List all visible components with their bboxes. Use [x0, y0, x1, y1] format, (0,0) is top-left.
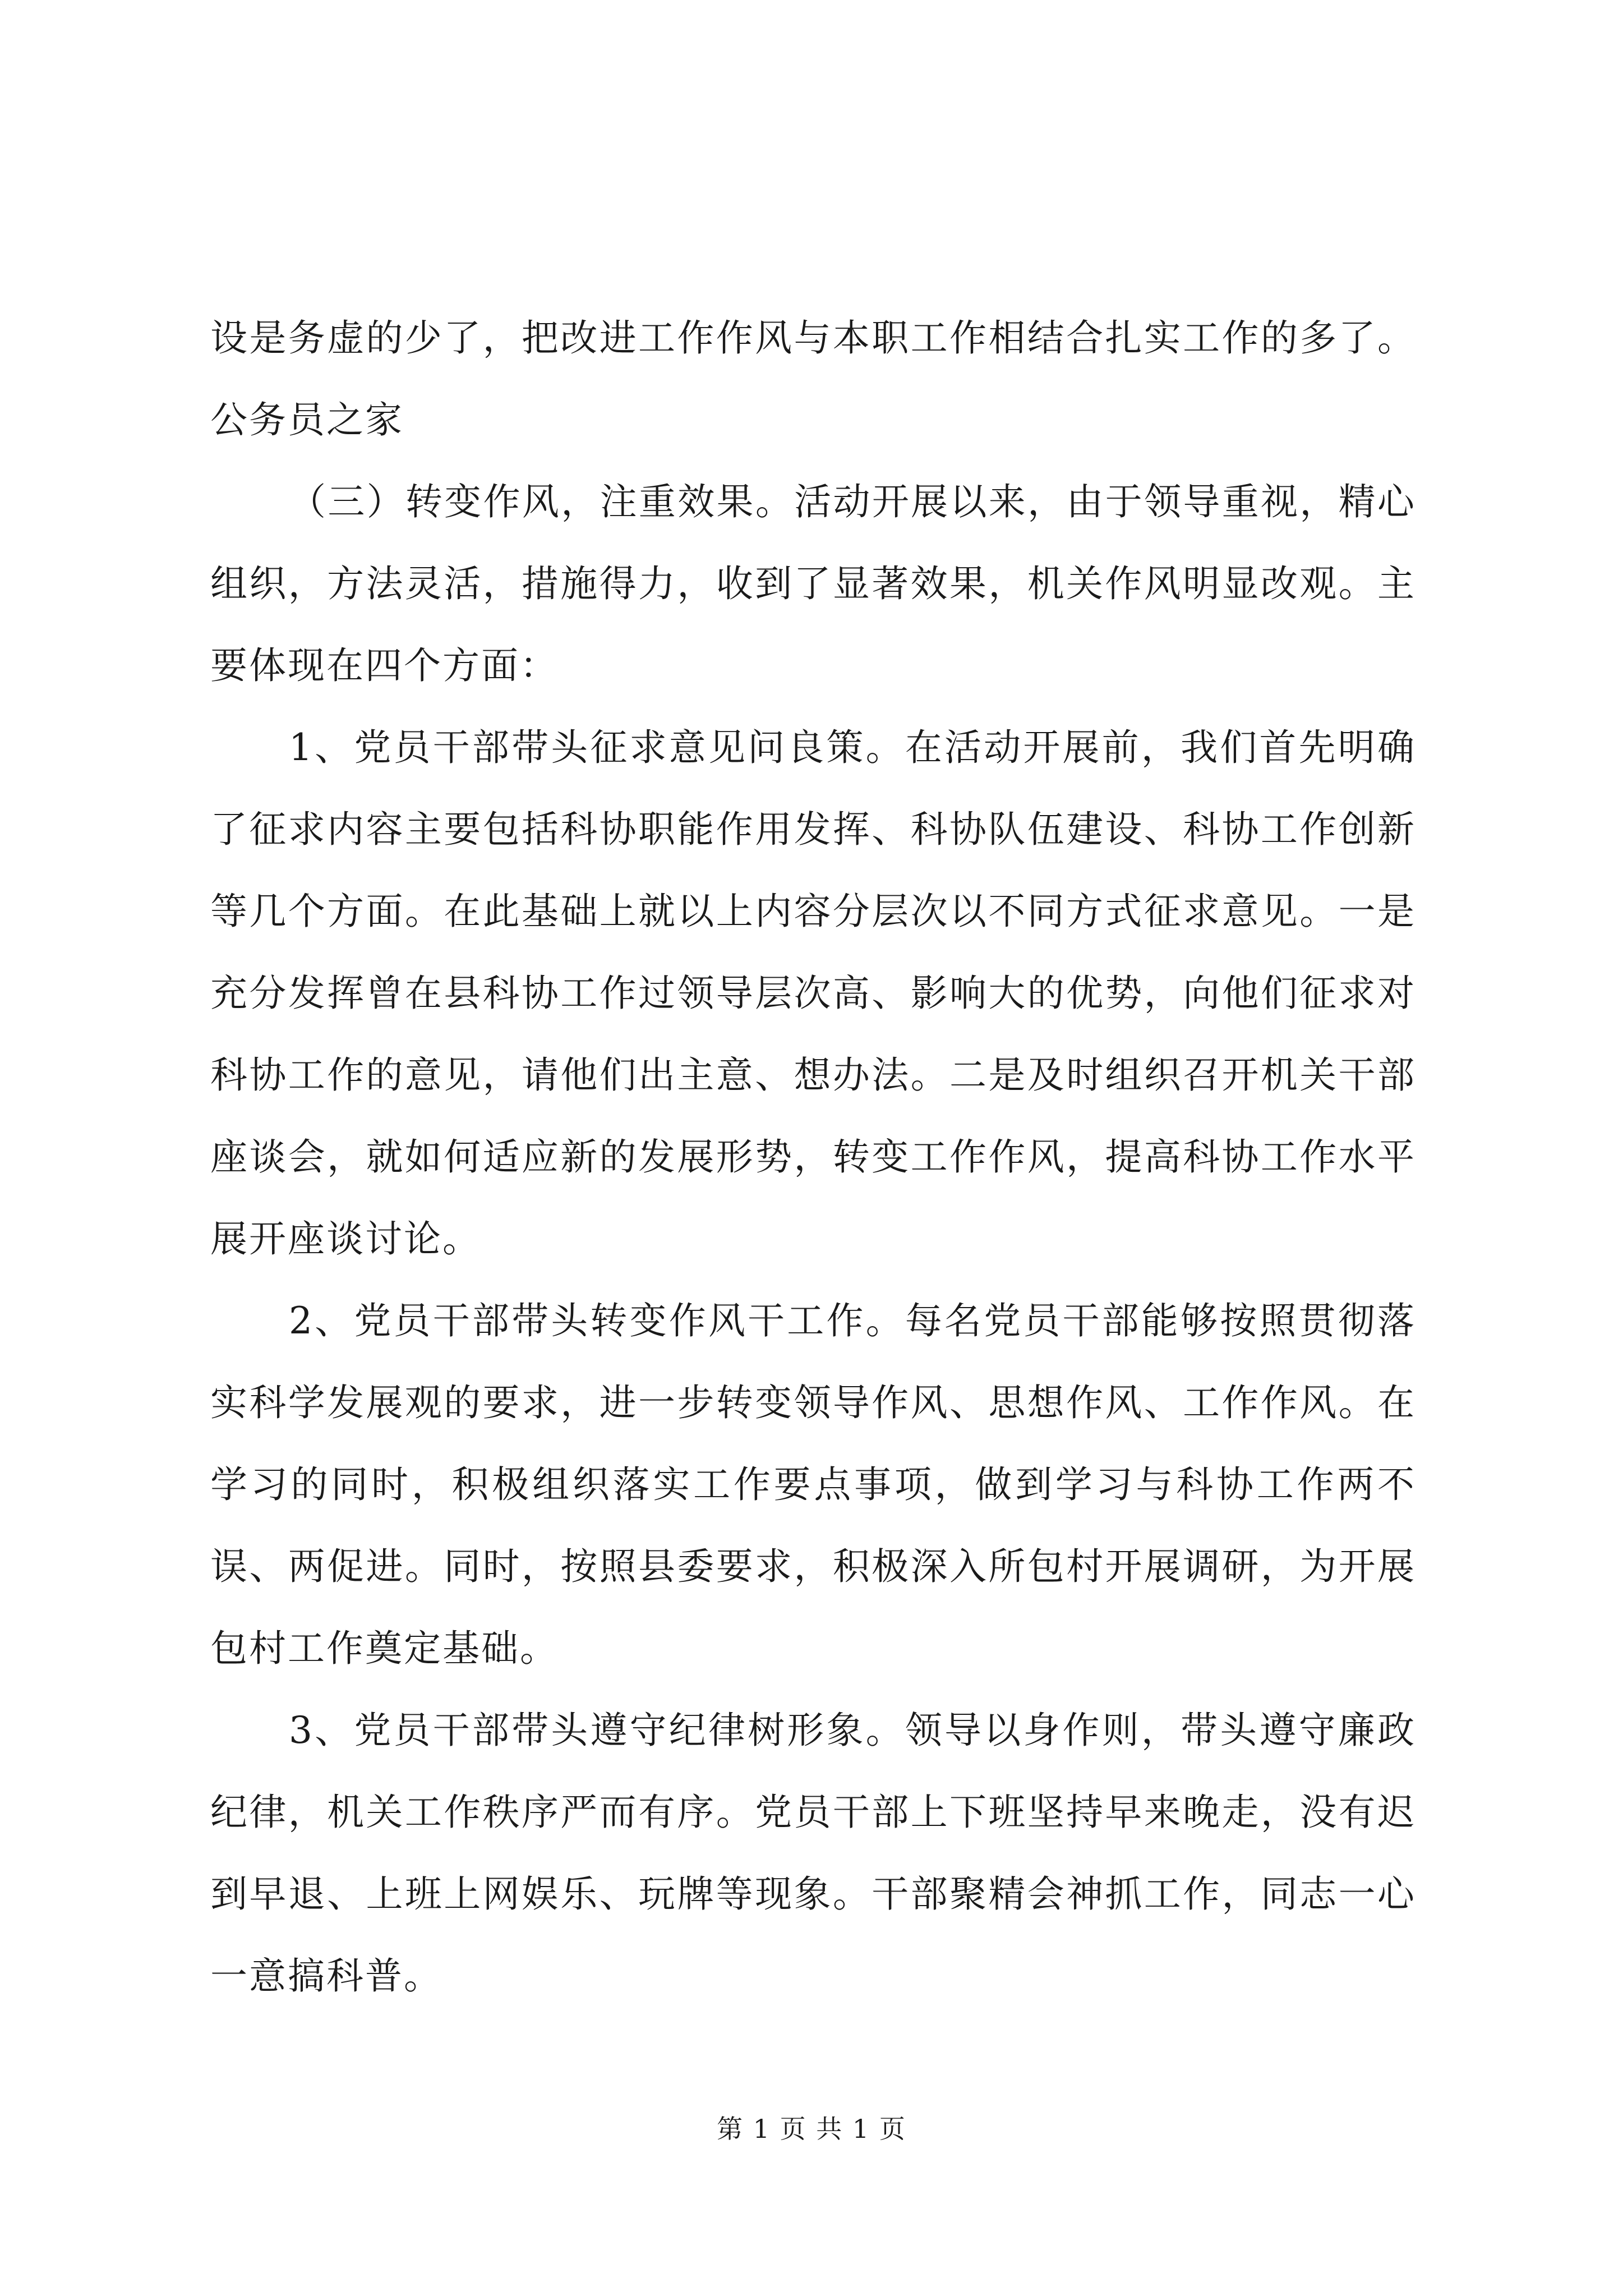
- paragraph-section-three: （三）转变作风，注重效果。活动开展以来，由于领导重视，精心组织，方法灵活，措施得力，收到了显著效果，机关作风明显改观。主要体现在四个方面：: [210, 480, 1416, 687]
- paragraph-continued: 设是务虚的少了，把改进工作作风与本职工作相结合扎实工作的多了。公务员之家: [210, 316, 1416, 441]
- page-footer: 第 1 页 共 1 页: [717, 2114, 906, 2144]
- paragraph-item-2: 2、党员干部带头转变作风干工作。每名党员干部能够按照贯彻落实科学发展观的要求，进一步转变领导作风、思想作风、工作作风。在学习的同时，积极组织落实工作要点事项，做到学习与科协工作两不误、两促进。同时，按照县委要求，积极深入所包村开展调研，为开展包村工作奠定基础。: [210, 1299, 1416, 1670]
- paragraph-item-1: 1、党员干部带头征求意见问良策。在活动开展前，我们首先明确了征求内容主要包括科协职能作用发挥、科协队伍建设、科协工作创新等几个方面。在此基础上就以上内容分层次以不同方式征求意见。一是充分发挥曾在县科协工作过领导层次高、影响大的优势，向他们征求对科协工作的意见，请他们出主意、想办法。二是及时组织召开机关干部座谈会，就如何适应新的发展形势，转变工作作风，提高科协工作水平展开座谈讨论。: [210, 726, 1416, 1260]
- document-body: [210, 297, 1416, 2017]
- paragraph-item-3: 3、党员干部带头遵守纪律树形象。领导以身作则，带头遵守廉政纪律，机关工作秩序严而有序。党员干部上下班坚持早来晚走，没有迟到早退、上班上网娱乐、玩牌等现象。干部聚精会神抓工作，同志一心一意搞科普。: [210, 1709, 1416, 1998]
